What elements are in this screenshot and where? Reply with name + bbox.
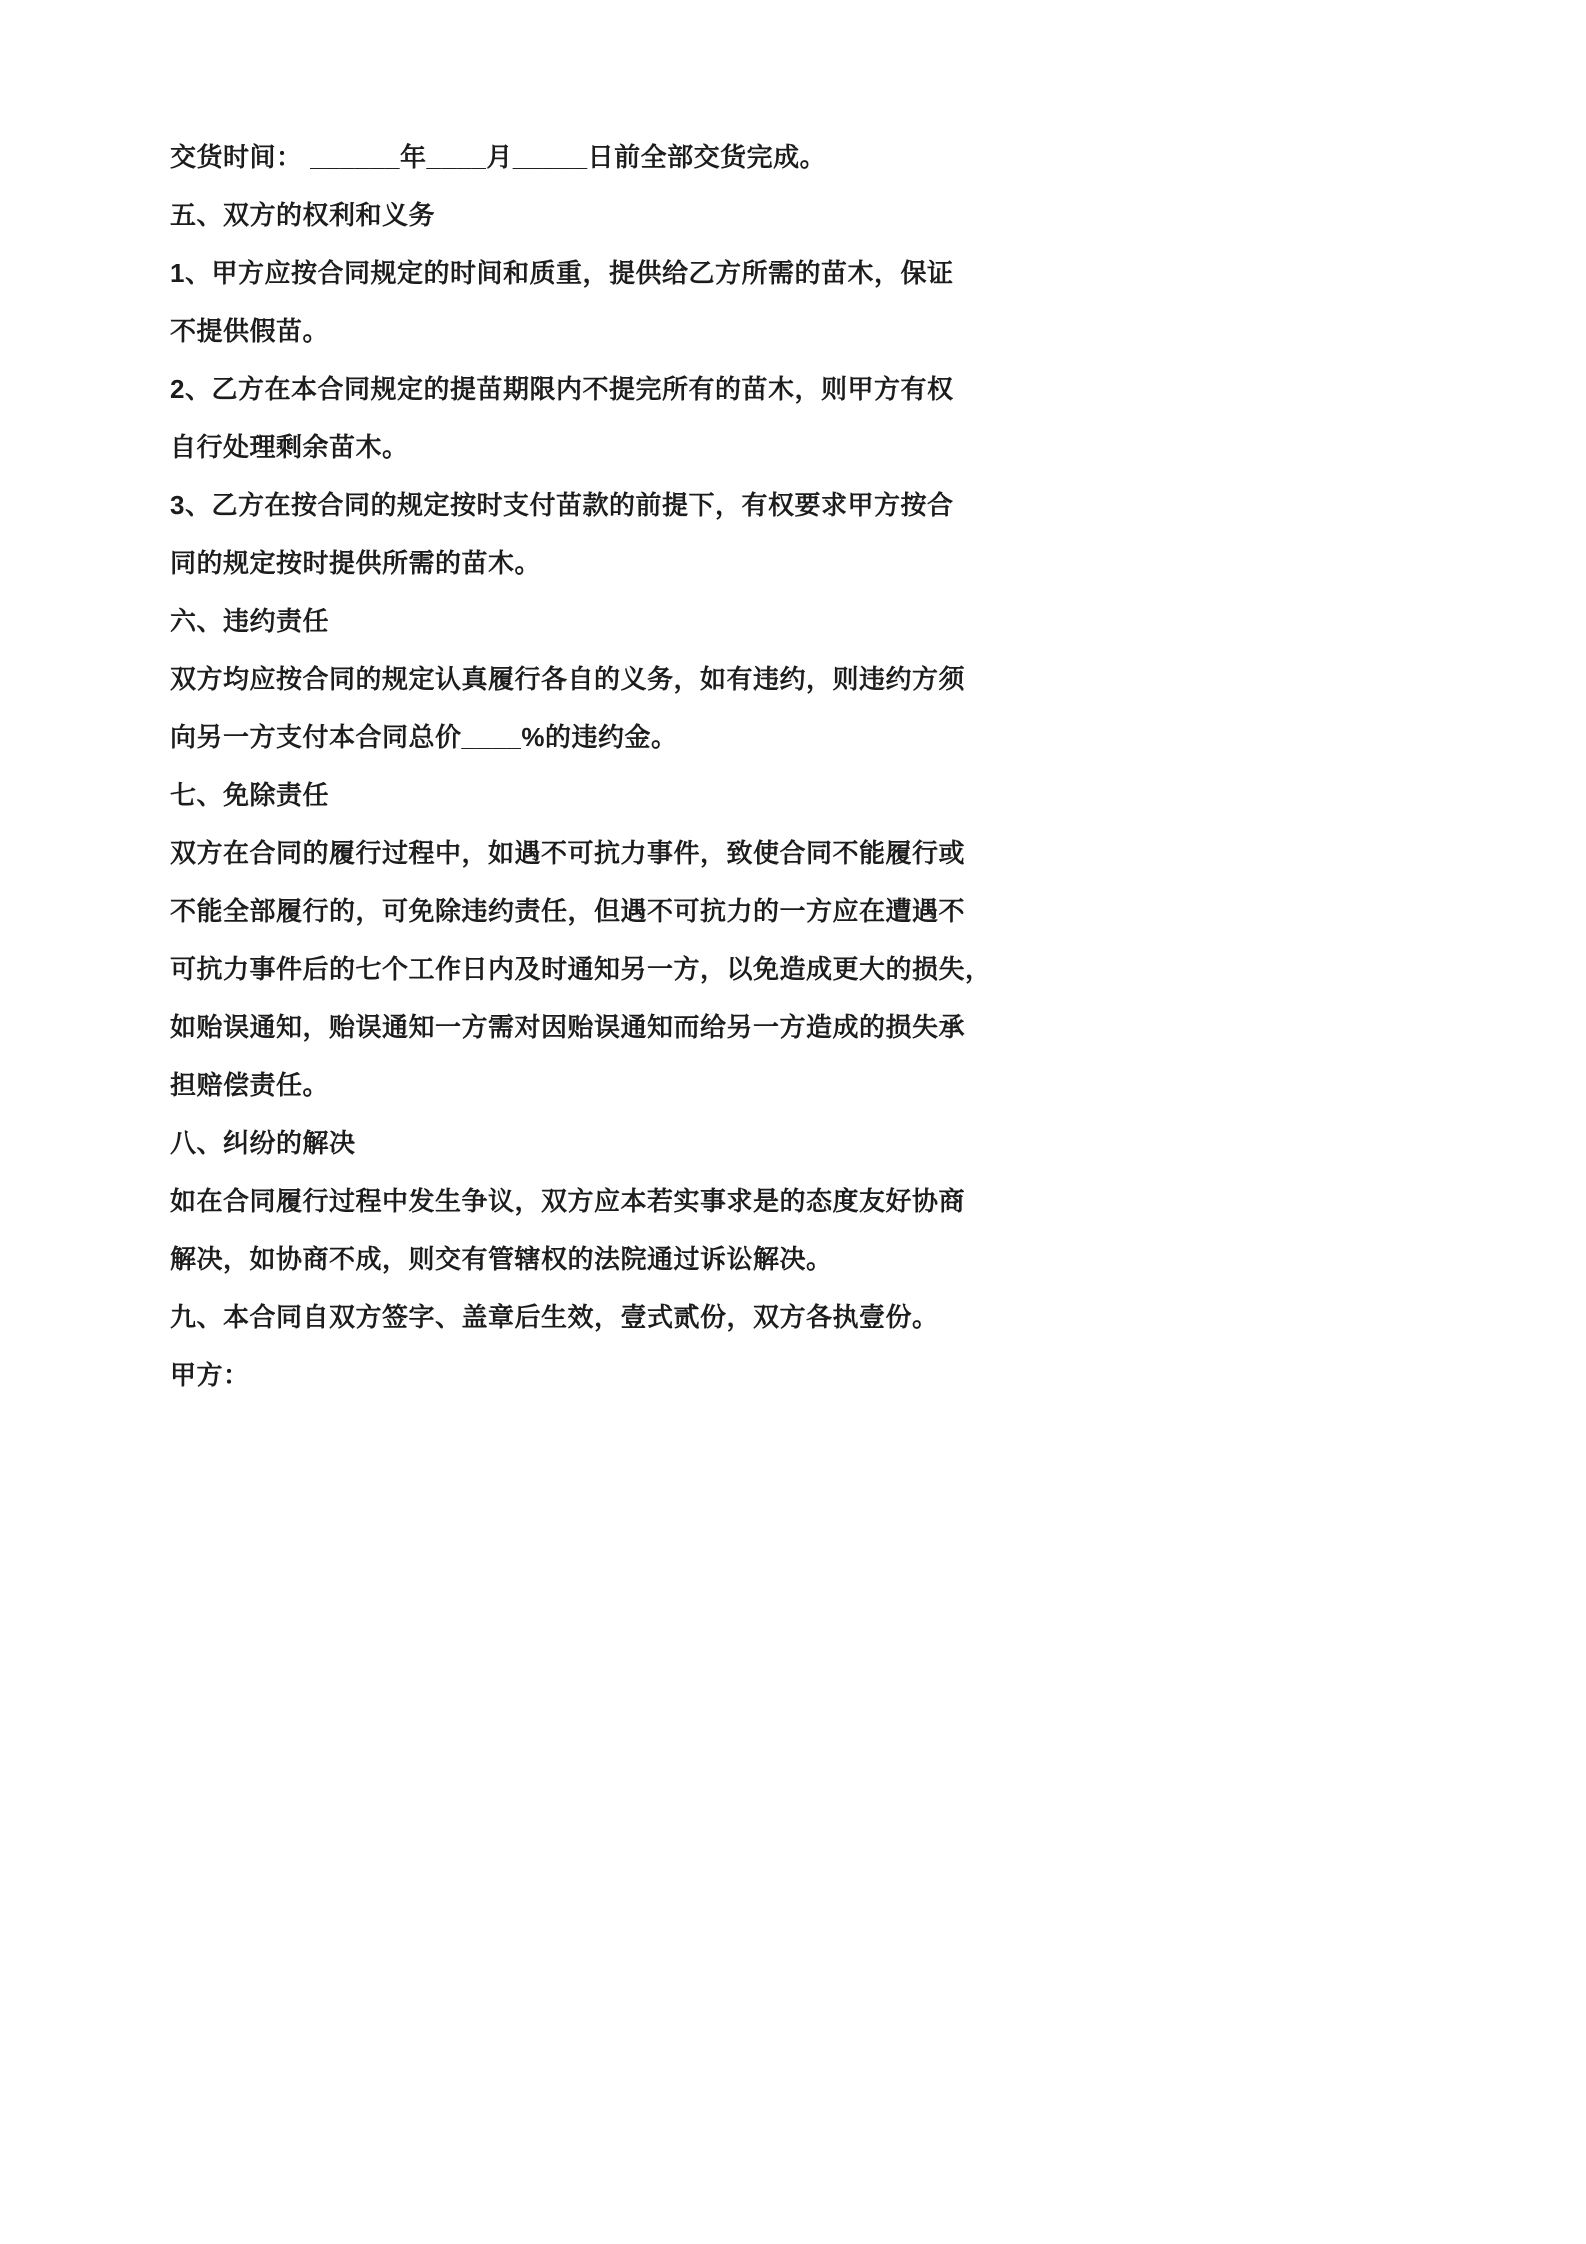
exemption-line-3: 可抗力事件后的七个工作日内及时通知另一方，以免造成更大的损失， — [170, 954, 992, 984]
dispute-line-2: 解决，如协商不成，则交有管辖权的法院通过诉讼解决。 — [170, 1244, 833, 1274]
clause-3-line-2: 同的规定按时提供所需的苗木。 — [170, 548, 542, 578]
section-heading-dispute-resolution: 八、纠纷的解决 — [170, 1128, 356, 1158]
exemption-line-1: 双方在合同的履行过程中，如遇不可抗力事件，致使合同不能履行或 — [170, 838, 966, 868]
delivery-time-blank-line: 交货时间： ______年____月_____日前全部交货完成。 — [170, 142, 827, 172]
clause-1-line-1: 1、甲方应按合同规定的时间和质重，提供给乙方所需的苗木，保证 — [170, 258, 954, 288]
dispute-line-1: 如在合同履行过程中发生争议，双方应本若实事求是的态度友好协商 — [170, 1186, 966, 1216]
section-heading-breach-liability: 六、违约责任 — [170, 606, 330, 636]
exemption-line-5: 担赔偿责任。 — [170, 1070, 330, 1100]
clause-2-line-1: 2、乙方在本合同规定的提苗期限内不提完所有的苗木，则甲方有权 — [170, 374, 954, 404]
section-heading-exemption: 七、免除责任 — [170, 780, 330, 810]
exemption-line-4: 如贻误通知，贻误通知一方需对因贻误通知而给另一方造成的损失承 — [170, 1012, 966, 1042]
section-effectiveness-line: 九、本合同自双方签字、盖章后生效，壹式贰份，双方各执壹份。 — [170, 1302, 939, 1332]
breach-liability-line-2: 向另一方支付本合同总价____%的违约金。 — [170, 722, 678, 752]
breach-liability-line-1: 双方均应按合同的规定认真履行各自的义务，如有违约，则违约方须 — [170, 664, 966, 694]
section-heading-rights-obligations: 五、双方的权利和义务 — [170, 200, 436, 230]
exemption-line-2: 不能全部履行的，可免除违约责任，但遇不可抗力的一方应在遭遇不 — [170, 896, 966, 926]
clause-2-line-2: 自行处理剩余苗木。 — [170, 432, 409, 462]
clause-3-line-1: 3、乙方在按合同的规定按时支付苗款的前提下，有权要求甲方按合 — [170, 490, 954, 520]
party-a-signature-label: 甲方： — [170, 1360, 250, 1390]
clause-1-line-2: 不提供假苗。 — [170, 316, 330, 346]
